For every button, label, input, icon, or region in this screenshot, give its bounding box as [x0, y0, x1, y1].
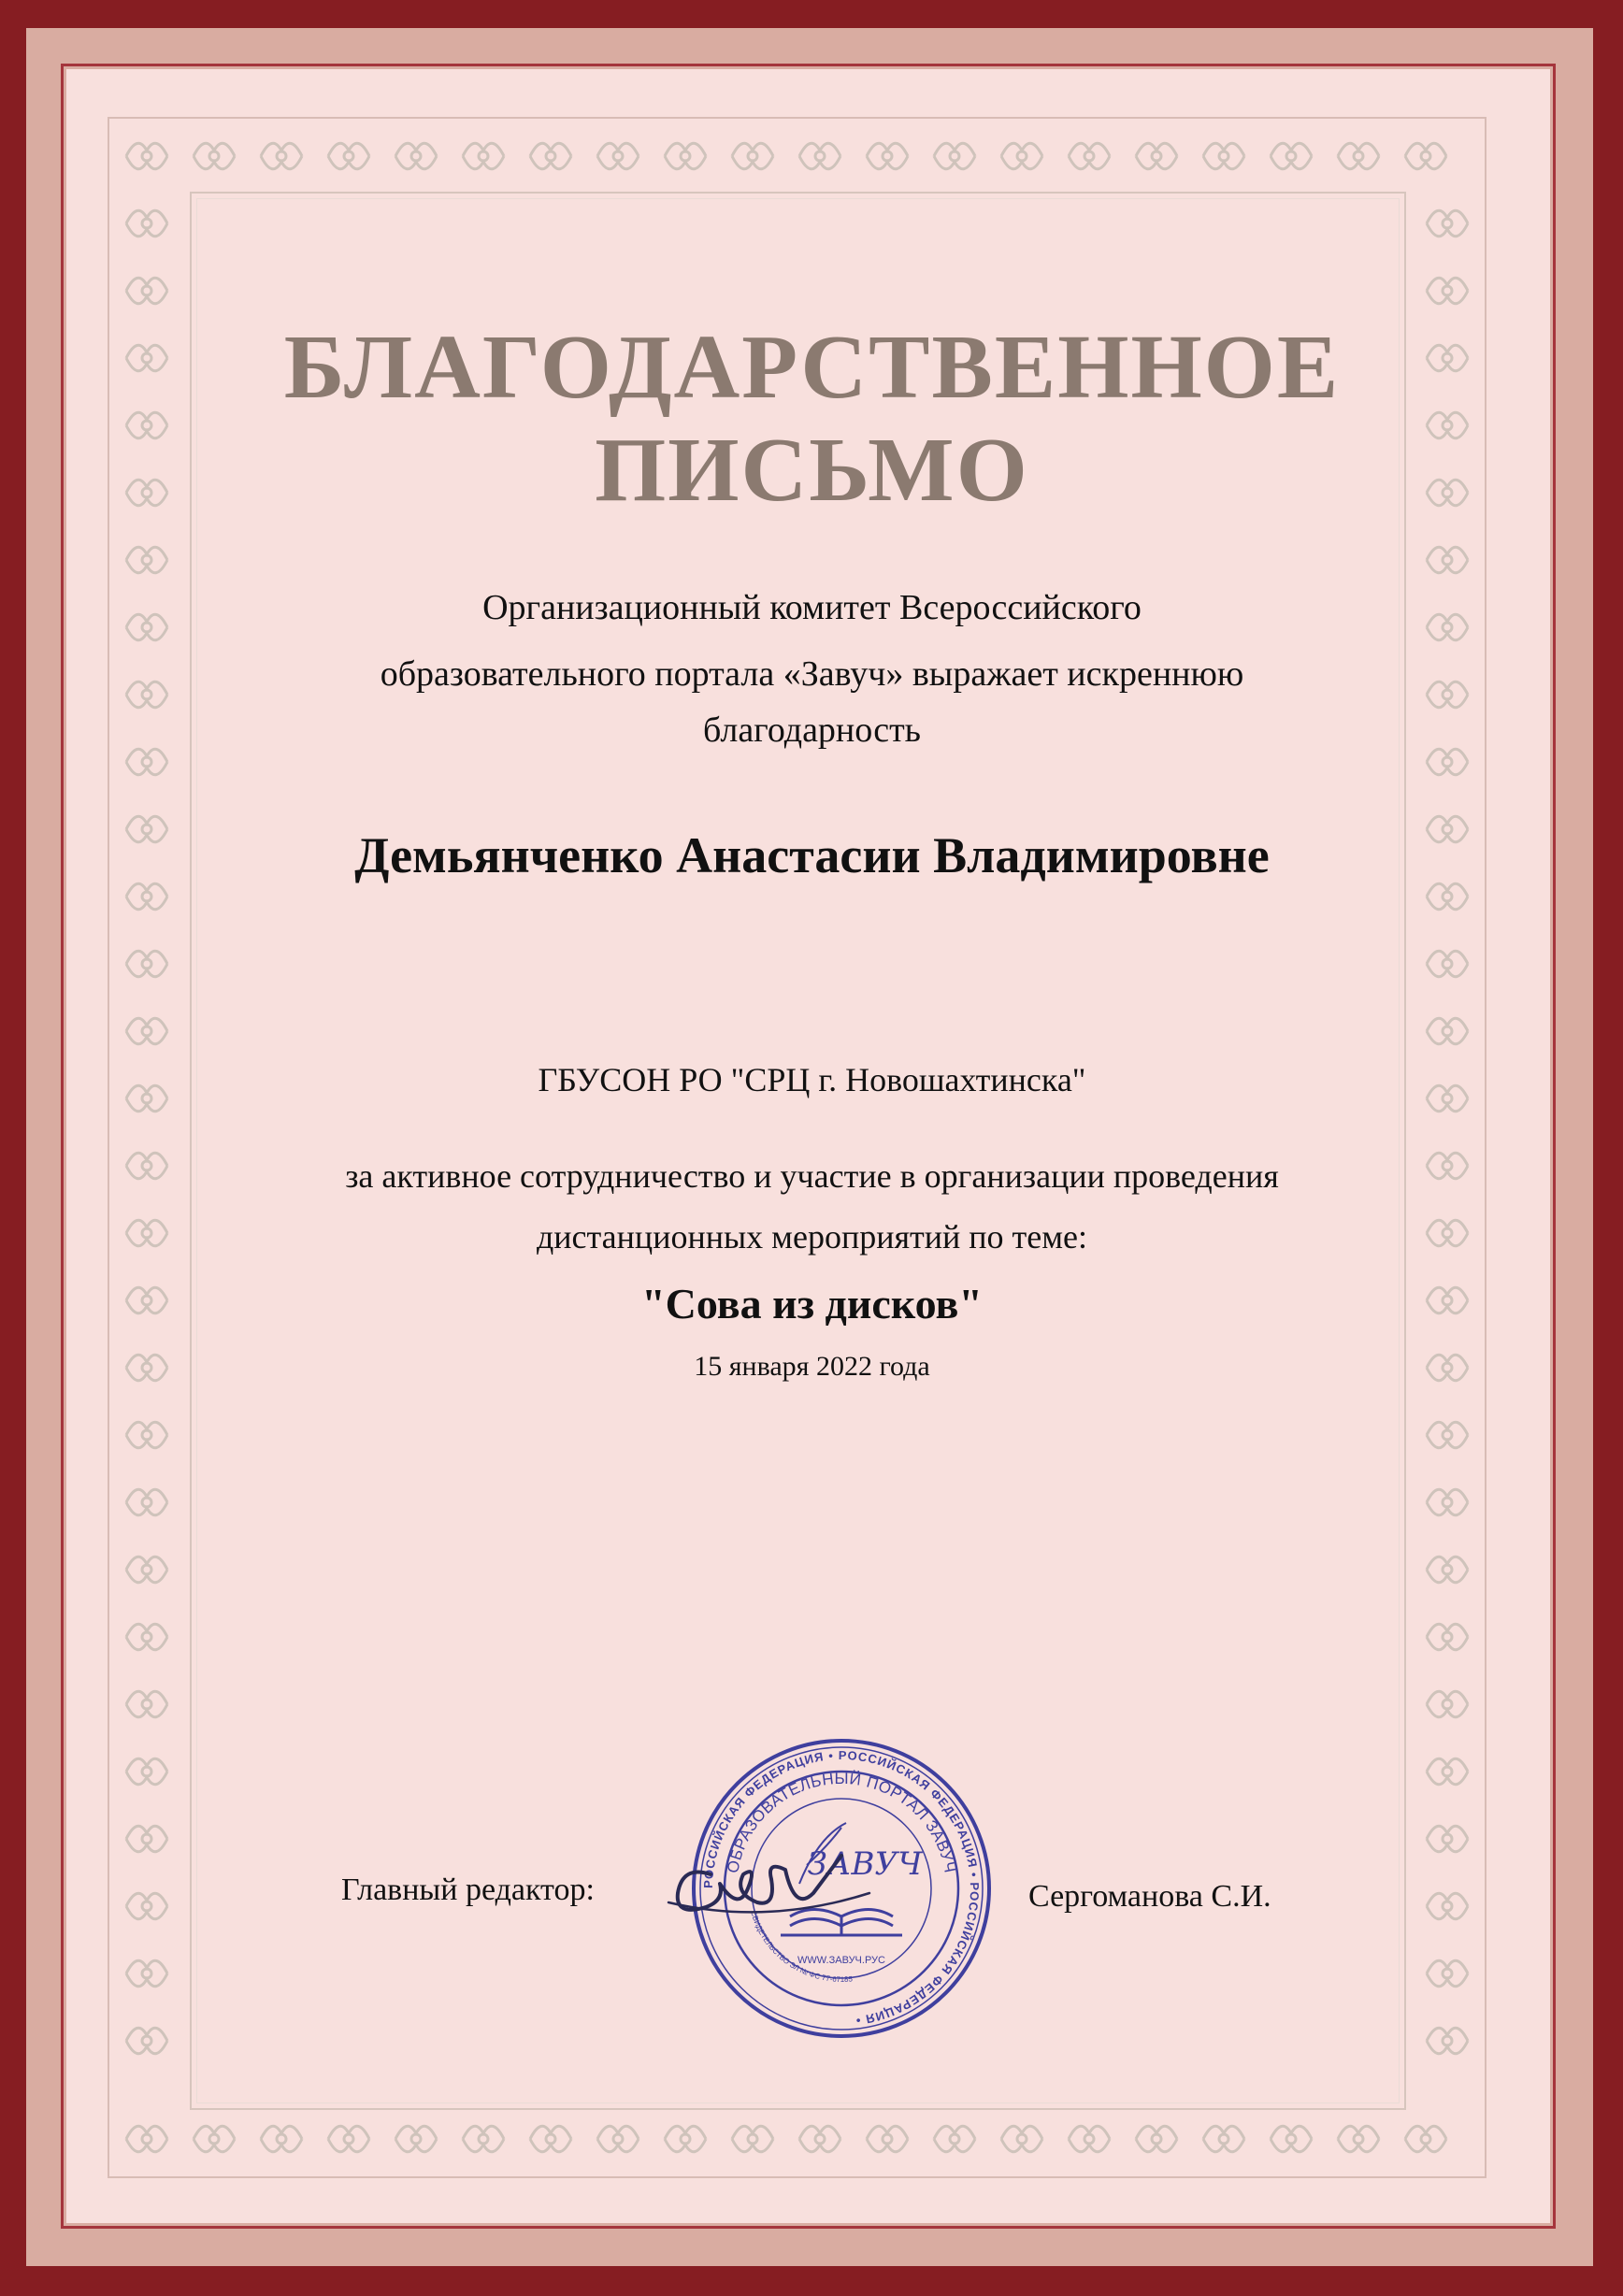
- reason-line-2: дистанционных мероприятий по теме:: [536, 1218, 1088, 1256]
- ornament-motif: [463, 2126, 504, 2151]
- ornament-motif: [126, 2126, 167, 2151]
- ornament-motif: [530, 2126, 571, 2151]
- ornament-motif: [1427, 210, 1468, 236]
- ornament-motif: [126, 2028, 167, 2053]
- ornament-motif: [530, 143, 571, 168]
- ornament-motif: [1427, 1489, 1468, 1514]
- intro-line-3: благодарность: [702, 710, 922, 750]
- ornament-motif: [799, 2126, 840, 2151]
- ornament-motif: [732, 2126, 773, 2151]
- seal-website: WWW.ЗАВУЧ.РУС: [797, 1955, 885, 1966]
- editor-name: Сергоманова С.И.: [1028, 1879, 1271, 1914]
- ornament-motif: [934, 143, 975, 168]
- ornament-motif: [1427, 547, 1468, 572]
- ornament-motif: [126, 412, 167, 438]
- ornament-motif: [126, 1691, 167, 1716]
- ornament-motif: [867, 2126, 908, 2151]
- ornament-motif: [1427, 1624, 1468, 1649]
- reason-line-1: за активное сотрудничество и участие в организации проведения: [345, 1157, 1279, 1195]
- recipient-name: Демьянченко Анастасии Владимировне: [354, 827, 1270, 883]
- seal-logo-text: ЗАВУЧ: [807, 1845, 923, 1883]
- ornament-motif: [126, 345, 167, 370]
- ornament-motif: [867, 143, 908, 168]
- ornament-motif: [126, 278, 167, 303]
- ornament-motif: [126, 682, 167, 707]
- seal-inner-text: ОБРАЗОВАТЕЛЬНЫЙ ПОРТАЛ ЗАВУЧ: [724, 1769, 959, 1875]
- ornament-motif: [597, 2126, 639, 2151]
- ornament-motif: [1338, 143, 1379, 168]
- seal-outer-text: РОССИЙСКАЯ ФЕДЕРАЦИЯ • РОССИЙСКАЯ ФЕДЕРАЦИЯ • РОССИЙСКАЯ ФЕДЕРАЦИЯ •: [700, 1747, 983, 2029]
- ornament-motif: [1271, 2126, 1312, 2151]
- ornament-motif: [1427, 1893, 1468, 1918]
- ornament-motif: [126, 1220, 167, 1245]
- intro-line-2: образовательного портала «Завуч» выражает искреннюю: [380, 654, 1244, 694]
- title-line-2: ПИСЬМО: [595, 420, 1029, 521]
- ornament-motif: [1427, 951, 1468, 976]
- ornament-motif: [665, 2126, 706, 2151]
- ornament-motif: [126, 1153, 167, 1178]
- ornament-motif: [1427, 1758, 1468, 1784]
- ornament-motif: [1427, 1422, 1468, 1447]
- ornament-motif: [1271, 143, 1312, 168]
- intro-line-1: Организационный комитет Всероссийского: [482, 588, 1142, 627]
- ornament-motif: [1069, 2126, 1110, 2151]
- ornament-motif: [1405, 2126, 1446, 2151]
- ornament-motif: [934, 2126, 975, 2151]
- ornament-motif: [1001, 143, 1042, 168]
- ornament-motif: [126, 1018, 167, 1043]
- ornament-motif: [1069, 143, 1110, 168]
- ornament-motif: [395, 2126, 437, 2151]
- ornament-motif: [126, 1489, 167, 1514]
- ornament-motif: [1427, 1018, 1468, 1043]
- ornament-motif: [1427, 278, 1468, 303]
- ornament-motif: [328, 143, 369, 168]
- ornament-motif: [1427, 1557, 1468, 1582]
- title-line-1: БЛАГОДАРСТВЕННОЕ: [283, 317, 1341, 418]
- ornament-motif: [126, 547, 167, 572]
- ornament-motif: [1136, 143, 1177, 168]
- ornament-motif: [194, 2126, 235, 2151]
- ornament-motif: [126, 1287, 167, 1313]
- ornament-motif: [665, 143, 706, 168]
- organization-name: ГБУСОН РО "СРЦ г. Новошахтинска": [538, 1061, 1086, 1098]
- ornament-motif: [126, 749, 167, 774]
- ornament-motif: [1136, 2126, 1177, 2151]
- ornament-motif: [732, 143, 773, 168]
- ornament-motif: [799, 143, 840, 168]
- editor-signature: [654, 1837, 898, 1940]
- event-topic: "Сова из дисков": [641, 1280, 983, 1327]
- ornament-motif: [126, 816, 167, 841]
- ornament-motif: [126, 210, 167, 236]
- editor-label: Главный редактор:: [341, 1873, 595, 1907]
- ornament-motif: [126, 1960, 167, 1986]
- ornament-motif: [261, 2126, 302, 2151]
- ornament-motif: [194, 143, 235, 168]
- ornament-motif: [126, 1624, 167, 1649]
- ornament-motif: [261, 143, 302, 168]
- ornament-motif: [126, 1085, 167, 1111]
- ornament-motif: [1427, 2028, 1468, 2053]
- ornament-motif: [126, 883, 167, 909]
- ornament-motif: [1405, 143, 1446, 168]
- ornament-motif: [1338, 2126, 1379, 2151]
- ornament-motif: [1001, 2126, 1042, 2151]
- ornament-motif: [126, 614, 167, 639]
- ornament-motif: [126, 143, 167, 168]
- ornament-motif: [1427, 1826, 1468, 1851]
- ornament-motif: [597, 143, 639, 168]
- seal-side-text: СВИДЕТЕЛЬСТВО ЭЛ № ФС 77-67185: [749, 1909, 854, 1984]
- ornament-motif: [1427, 1691, 1468, 1716]
- ornament-motif: [126, 1893, 167, 1918]
- ornament-motif: [328, 2126, 369, 2151]
- ornament-motif: [395, 143, 437, 168]
- ornament-motif: [1203, 2126, 1244, 2151]
- ornament-motif: [126, 1826, 167, 1851]
- ornament-motif: [463, 143, 504, 168]
- ornament-motif: [126, 1557, 167, 1582]
- ornament-motif: [1203, 143, 1244, 168]
- ornament-motif: [126, 1355, 167, 1380]
- ornament-motif: [126, 951, 167, 976]
- ornament-motif: [126, 480, 167, 505]
- ornament-motif: [1427, 1960, 1468, 1986]
- ornament-motif: [126, 1758, 167, 1784]
- event-date: 15 января 2022 года: [694, 1351, 930, 1382]
- ornament-motif: [126, 1422, 167, 1447]
